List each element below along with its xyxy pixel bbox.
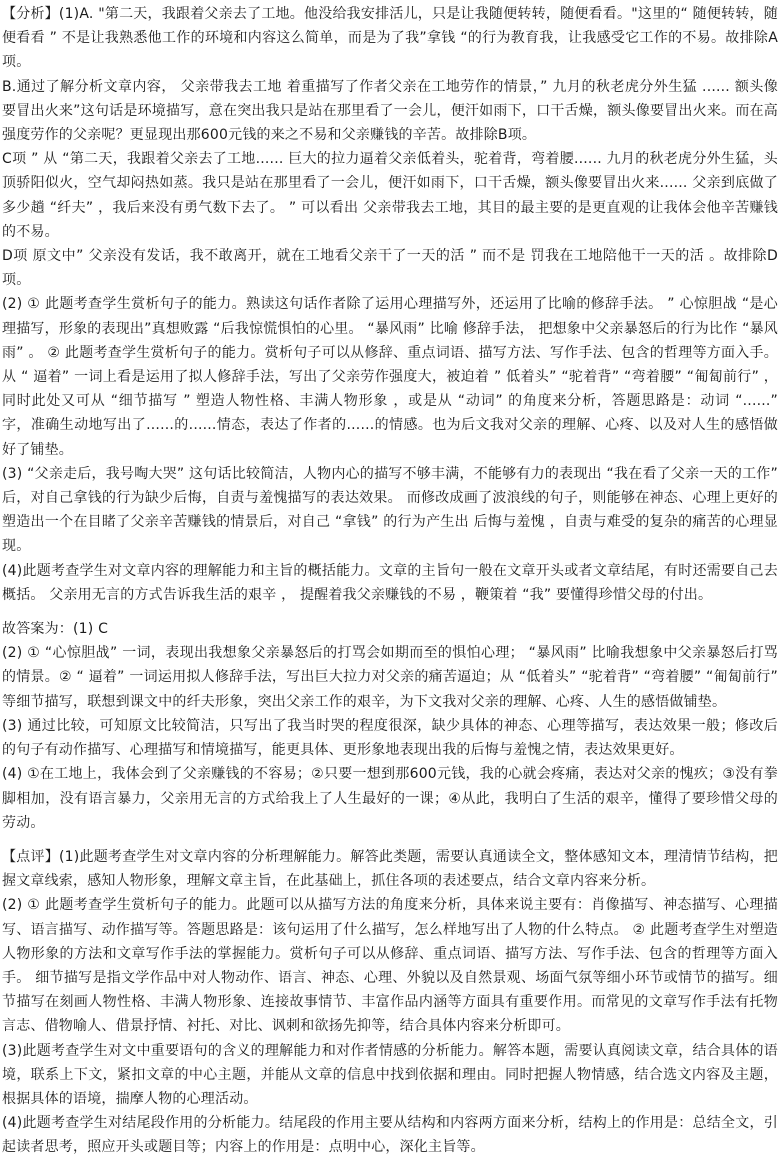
review-question-4: (4)此题考查学生对结尾段作用的分析能力。结尾段的作用主要从结构和内容两方面来分析，结构上的作用是：总结全文，引起读者思考，照应开头或题目等；内容上的作用是：点明中心，深化主旨等。 <box>2 1115 778 1156</box>
analysis-item-c: C项 ” 从 “第二天，我跟着父亲去了工地...... 巨大的拉力逼着父亲低着头，驼着背，弯着腰...... 九月的秋老虎分外生猛，头顶骄阳似火，空气却闷热如蒸。我只是站在那里看了一会儿，便汗如雨下，口干舌燥，额头像要冒出火来...... 父亲到底做了多少趟 “纤夫” ，我后来没有勇气数下去了。 ” 可以看出 父亲带我去工地，其目的最主要的是更直观的让我体会他辛苦赚钱的不易。 <box>2 151 778 240</box>
analysis-item-a: 【分析】(1)A. "第二天，我跟着父亲去了工地。他没给我安排活儿，只是让我随便转转，随便看看。"这里的“ 随便转转，随便看看 ” 不是让我熟悉他工作的环境和内容这么简单，而是为了我”拿钱 “的行为教育我，让我感受它工作的不易。故排除A项。 <box>2 6 778 71</box>
review-question-1: 【点评】(1)此题考查学生对文章内容的分析理解能力。解答此类题，需要认真通读全文，整体感知文本，理清情节结构，把握文章线索，感知人物形象，理解文章主旨，在此基础上，抓住各项的表述要点，结合文章内容来分析。 <box>2 848 778 890</box>
answer-section <box>2 617 778 835</box>
answer-question-1: 故答案为：(1) C <box>2 621 109 638</box>
analysis-section <box>2 2 778 607</box>
answer-question-3: (3) 通过比较，可知原文比较简洁，只写出了我当时哭的程度很深，缺少具体的神态、心理等描写，表达效果一般；修改后的句子有动作描写、心理描写和情境描写，能更具体、更形象地表现出我的后悔与羞愧之情，表达效果更好。 <box>2 717 778 759</box>
analysis-question-3: (3) “父亲走后，我号啕大哭” 这句话比较简洁，人物内心的描写不够丰满，不能够有力的表现出 “我在看了父亲一天的工作” 后，对自己拿钱的行为缺少后悔，自责与羞愧描写的表达效果。 而修改成画了波浪线的句子，则能够在神态、心理上更好的塑造出一个在目睹了父亲辛苦赚钱的情景后，对自己 “拿钱” 的行为产生出 后悔与羞愧 ，自责与难受的复杂的痛苦的心理显现。 <box>2 465 778 555</box>
review-question-3: (3)此题考查学生对文中重要语句的含义的理解能力和对作者情感的分析能力。解答本题，需要认真阅读文章，结合具体的语境，联系上下文，紧扣文章的中心主题，并能从文章的信息中找到依据和理由。同时把握人物情感，结合选文内容及主题，根据具体的语境，揣摩人物的心理活动。 <box>2 1042 778 1107</box>
analysis-question-4: (4)此题考查学生对文章内容的理解能力和主旨的概括能力。文章的主旨句一般在文章开头或者文章结尾，有时还需要自己去概括。 父亲用无言的方式告诉我生活的艰辛 ， 提醒着我父亲赚钱的不易 ，鞭策着 “我” 要懂得珍惜父母的付出。 <box>2 562 778 603</box>
review-question-2: (2) ① 此题考查学生赏析句子的能力。此题可以从描写方法的角度来分析，具体来说主要有：肖像描写、神态描写、心理描写、语言描写、动作描写等。答题思路是：该句运用了什么描写，怎么样地写出了人物的什么特点。 ② 此题考查学生对塑造人物形象的方法和文章写作手法的掌握能力。赏析句子可以从修辞、重点词语、描写方法、写作手法、包含的哲理等方面入手。 细节描写是指文学作品中对人物动作、语言、神态、心理、外貌以及自然景观、场面气氛等细小环节或情节的描写。细节描写在刻画人物性格、丰满人物形象、连接故事情节、丰富作品内涵等方面具有重要作用。而常见的文章写作手法有托物言志、借物喻人、借景抒情、衬托、对比、讽刺和欲扬先抑等，结合具体内容来分析即可。 <box>2 897 778 1035</box>
answer-question-2: (2) ① “心惊胆战” 一词，表现出我想象父亲暴怒后的打骂会如期而至的惧怕心理； “暴风雨” 比喻我想象中父亲暴怒后打骂的情景。② “ 逼着” 一词运用拟人修辞手法，写出巨大拉力对父亲的痛苦逼迫；从 “低着头” “驼着背” “弯着腰” “匍匐前行” 等细节描写，联想到课文中的纤夫形象，突出父亲工作的艰辛，为下文我对父亲的理解、心疼、人生的感悟做铺垫。 <box>2 645 778 710</box>
review-section <box>2 845 778 1160</box>
section-spacer <box>2 835 778 845</box>
analysis-item-d: D项 原文中” 父亲没有发话，我不敢离开，就在工地看父亲干了一天的活 ” 而不是 罚我在工地陪他干一天的活 。故排除D项。 <box>2 248 778 289</box>
analysis-item-b: B.通过了解分析文章内容， 父亲带我去工地 着重描写了作者父亲在工地劳作的情景，” 九月的秋老虎分外生猛 ...... 额头像要冒出火来”这句话是环境描写，意在突出我只是站在那里看了一会儿，便汗如雨下，口干舌燥，额头像要冒出火来。而在高强度劳作的父亲呢？更显现出那600元钱的来之不易和父亲赚钱的辛苦。故排除B项。 <box>2 78 778 144</box>
analysis-question-2: (2) ① 此题考查学生赏析句子的能力。熟读这句话作者除了运用心理描写外，还运用了比喻的修辞手法。 ” 心惊胆战 “是心理描写，形象的表现出”真想败露 “后我惊慌惧怕的心里。 “暴风雨” 比喻 修辞手法， 把想象中父亲暴怒后的行为比作 “暴风雨” 。 ② 此题考查学生赏析句子的能力。赏析句子可以从修辞、重点词语、描写方法、写作手法、包含的哲理等方面入手。 从 “ 逼着” 一词上看是运用了拟人修辞手法，写出了父亲劳作强度大，被迫着 ” 低着头” “驼着背” “弯着腰” “匍匐前行” ，同时此处又可从 “细节描写 ” 塑造人物性格、丰满人物形象 ，或是从 “动词” 的角度来分析，答题思路是：动词 “......” 字，准确生动地写出了......的......情态，表达了作者的......的情感。也为后文我对父亲的理解、心疼、以及对人生的感悟做好了铺垫。 <box>2 296 778 458</box>
section-spacer <box>2 607 778 617</box>
answer-question-4: (4) ①在工地上，我体会到了父亲赚钱的不容易；②只要一想到那600元钱，我的心就会疼痛，表达对父亲的愧疚；③没有拳脚相加，没有语言暴力，父亲用无言的方式给我上了人生最好的一课；④从此，我明白了生活的艰辛，懂得了要珍惜父母的劳动。 <box>2 766 778 831</box>
